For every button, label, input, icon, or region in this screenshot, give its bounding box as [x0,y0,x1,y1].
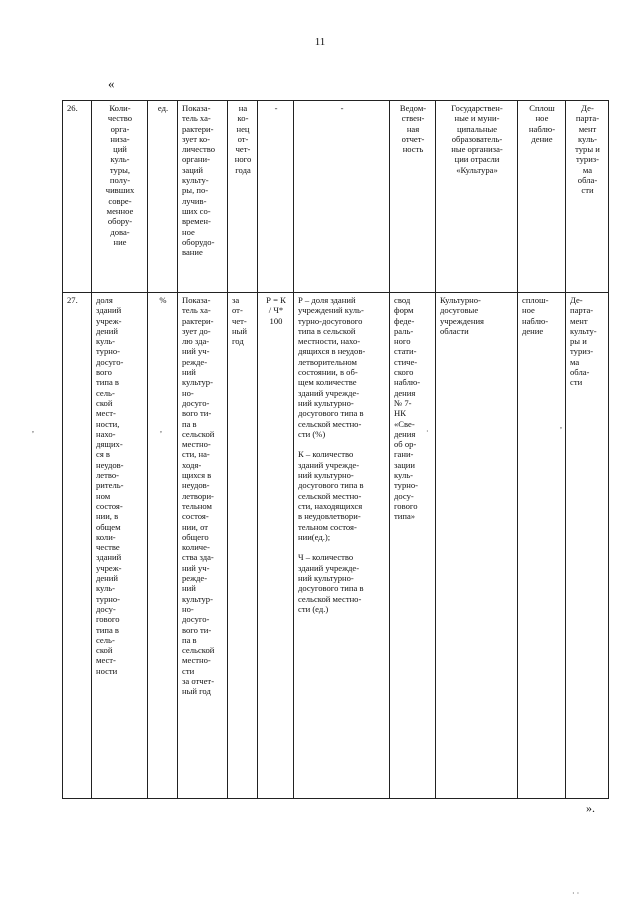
method: Сплош ное наблю- дение [528,103,556,144]
indicator-name-cell [92,293,148,799]
indicators: - [340,103,344,113]
indicator-name-cell [92,101,148,293]
source-cell [390,101,436,293]
formula: - [274,103,278,113]
row-number [63,101,92,293]
subjects: Государствен- ные и муни- ципальные образователь- ные организа- ции отрасли «Культура» [451,103,503,175]
page-number: 11 [314,36,326,48]
table-row-26 [63,101,609,293]
period-cell [228,293,258,799]
stray-mark: , [560,421,562,430]
table-row-27 [63,293,609,799]
source: Ведом- ствен- ная отчет- ность [399,103,427,155]
row-number [63,293,92,799]
definition-cell [178,101,228,293]
indicators-cell [294,293,390,799]
method-cell [518,101,566,293]
responsible-cell [566,293,609,799]
unit-cell [148,293,178,799]
stray-mark: , [32,425,34,434]
formula-cell [258,101,294,293]
subjects-cell [436,101,518,293]
indicator-name: доля зданий учреж- дений куль- турно- досуго- вого типа в сель- ской мест- ности, нахо- дящих- ся в неудов- летво- ритель- ном состоя- нии, в общем коли- честве зданий учреж- дений куль- турно- досу- гового типа в сель- ской мест- ности [96,295,124,676]
stray-mark: , [160,425,162,434]
responsible: Де- парта- мент культу- ры и туриз- ма обла- сти [570,295,597,388]
row-number-text: 27. [67,295,78,305]
subjects-cell [436,293,518,799]
definition-cell [178,293,228,799]
formula: Р = К / Ч* 100 [266,295,286,326]
unit: % [159,295,167,305]
responsible: Де- парта- мент куль- туры и туриз- ма обла- сти [575,103,600,196]
source-cell [390,293,436,799]
formula-cell [258,293,294,799]
subjects: Культурно- досуговые учреждения области [440,295,485,336]
method: сплош- ное наблю- дение [522,295,549,336]
row-number-text: 26. [67,103,78,113]
definition: Показа- тель ха- рактери- зует до- лю зда- ний уч- режде- ний культур- но- досуго- вого ти- па в сельской местно- сти, на- ходя- щихся в неудов- летвори- тельном состоя- нии, от общего количе- ства зда- ний уч- режде- ний культур- но- досуго- вого ти- па в сельской местно- сти за отчет- ный год [182,295,215,697]
indicators: Р – доля зданий учреждений куль- турно-досугового типа в сельской местности, нахо- дящихся в неудов- летворительном состоянии, в об- щем количестве зданий учрежде- ний культурно- досугового типа в сельской местно- сти (%) К – количество зданий учрежде- ний культурно- досугового типа в сельской местно- сти, находящихся в неудовлетвори- тельном состоя- нии(ед.); Ч – количество зданий учрежде- ний культурно- досугового типа в сельской местно- сти (ед.) [298,295,366,614]
period: за от- чет- ный год [232,295,247,347]
definition: Показа- тель ха- рактери- зует ко- личество органи- заций культу- ры, по- лучив- ших со- времен- ное оборудо- вание [182,103,216,258]
period: на ко- нец от- чет- ного года [234,103,252,175]
source: свод форм феде- раль- ного стати- стиче- ского наблю- дения № 7- НК «Све- дения об ор- гани- зации куль- турно- досу- гового типа» [394,295,421,522]
indicators-cell [294,101,390,293]
method-cell [518,293,566,799]
opening-quote-mark: « [108,76,115,91]
stray-mark: · [426,427,429,436]
period-cell [228,101,258,293]
stray-mark: · · [572,889,580,898]
responsible-cell [566,101,609,293]
closing-quote-mark: ». [586,801,595,815]
unit-cell [148,101,178,293]
unit: ед. [157,103,169,113]
indicator-table [62,100,609,799]
indicator-name: Коли- чество орга- низа- ций куль- туры, полу- чивших совре- менное обору- дова- ние [105,103,135,247]
